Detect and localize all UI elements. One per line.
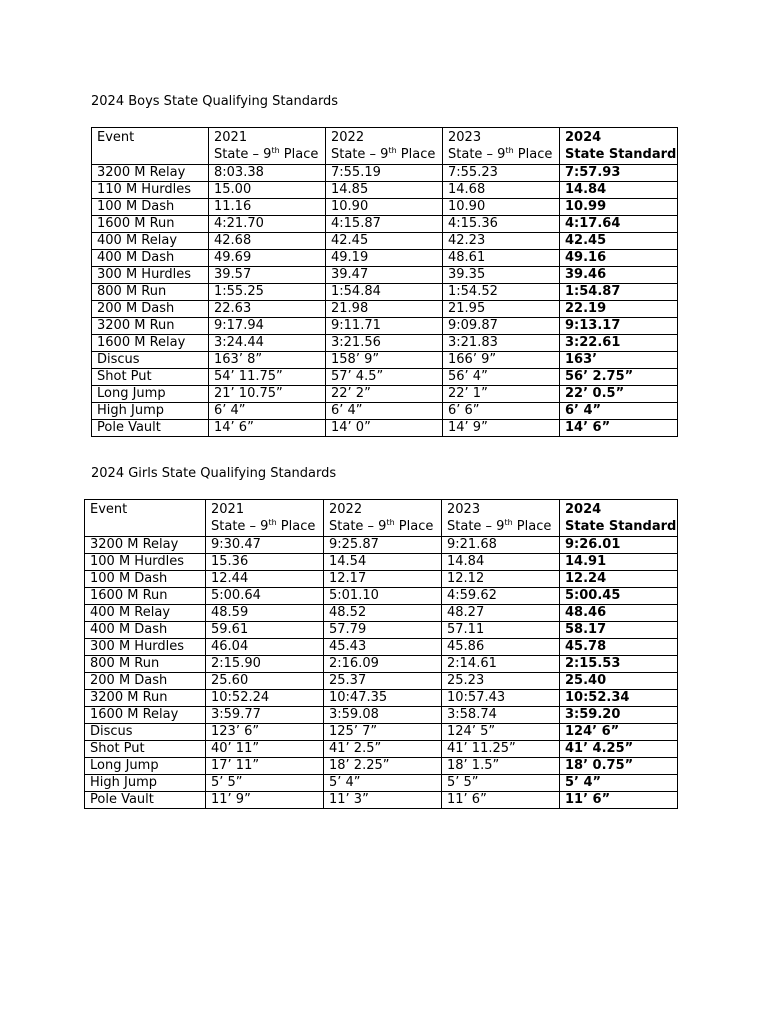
standard-2024-cell: 11’ 6” xyxy=(560,792,678,809)
event-cell: 400 M Relay xyxy=(85,605,206,622)
value-2021-cell: 4:21.70 xyxy=(209,216,326,233)
standard-2024-cell: 163’ xyxy=(560,352,678,369)
header-2022 xyxy=(326,128,443,165)
value-2021-cell: 39.57 xyxy=(209,267,326,284)
value-2022-cell: 10:47.35 xyxy=(324,690,442,707)
event-cell: 1600 M Relay xyxy=(92,335,209,352)
standard-2024-cell: 49.16 xyxy=(560,250,678,267)
value-2021-cell: 17’ 11” xyxy=(206,758,324,775)
header-2024 xyxy=(560,128,678,165)
header-2023 xyxy=(442,500,560,537)
value-2023-cell: 10:57.43 xyxy=(442,690,560,707)
girls-table-body xyxy=(85,500,678,809)
event-cell: 400 M Dash xyxy=(92,250,209,267)
table-row xyxy=(85,588,678,605)
header-2022-place: State – 9th Place xyxy=(329,518,434,534)
value-2021-cell: 3:24.44 xyxy=(209,335,326,352)
value-2023-cell: 57.11 xyxy=(442,622,560,639)
value-2022-cell: 41’ 2.5” xyxy=(324,741,442,758)
value-2022-cell: 9:11.71 xyxy=(326,318,443,335)
standard-2024-cell: 41’ 4.25” xyxy=(560,741,678,758)
table-row xyxy=(85,622,678,639)
standard-2024-cell: 39.46 xyxy=(560,267,678,284)
event-cell: Long Jump xyxy=(85,758,206,775)
header-2022-year: 2022 xyxy=(331,130,365,145)
value-2022-cell: 14.54 xyxy=(324,554,442,571)
value-2022-cell: 14’ 0” xyxy=(326,420,443,437)
header-event: Event xyxy=(92,128,209,165)
header-2022 xyxy=(324,500,442,537)
event-cell: 100 M Dash xyxy=(85,571,206,588)
header-2024 xyxy=(560,500,678,537)
table-row xyxy=(92,352,678,369)
header-2022-year: 2022 xyxy=(329,502,363,517)
table-row xyxy=(85,775,678,792)
value-2022-cell: 3:21.56 xyxy=(326,335,443,352)
header-2024-year: 2024 xyxy=(565,502,602,517)
boys-table-body xyxy=(92,128,678,437)
event-cell: 300 M Hurdles xyxy=(92,267,209,284)
table-row xyxy=(85,605,678,622)
value-2021-cell: 9:30.47 xyxy=(206,537,324,554)
event-cell: 3200 M Run xyxy=(92,318,209,335)
header-2023-year: 2023 xyxy=(447,502,481,517)
value-2022-cell: 12.17 xyxy=(324,571,442,588)
value-2022-cell: 49.19 xyxy=(326,250,443,267)
value-2021-cell: 5’ 5” xyxy=(206,775,324,792)
value-2023-cell: 18’ 1.5” xyxy=(442,758,560,775)
table-row xyxy=(92,284,678,301)
value-2022-cell: 21.98 xyxy=(326,301,443,318)
value-2023-cell: 124’ 5” xyxy=(442,724,560,741)
value-2021-cell: 42.68 xyxy=(209,233,326,250)
value-2022-cell: 158’ 9” xyxy=(326,352,443,369)
value-2021-cell: 3:59.77 xyxy=(206,707,324,724)
header-2023-place: State – 9th Place xyxy=(448,146,553,162)
event-cell: 400 M Relay xyxy=(92,233,209,250)
standard-2024-cell: 14’ 6” xyxy=(560,420,678,437)
standard-2024-cell: 12.24 xyxy=(560,571,678,588)
value-2023-cell: 10.90 xyxy=(443,199,560,216)
event-cell: 1600 M Run xyxy=(85,588,206,605)
event-cell: 3200 M Relay xyxy=(85,537,206,554)
value-2021-cell: 59.61 xyxy=(206,622,324,639)
table-row xyxy=(85,707,678,724)
table-row xyxy=(92,386,678,403)
event-cell: 400 M Dash xyxy=(85,622,206,639)
value-2022-cell: 45.43 xyxy=(324,639,442,656)
header-2023-year: 2023 xyxy=(448,130,482,145)
value-2021-cell: 11’ 9” xyxy=(206,792,324,809)
value-2023-cell: 166’ 9” xyxy=(443,352,560,369)
event-cell: 300 M Hurdles xyxy=(85,639,206,656)
girls-standards-table xyxy=(84,499,678,809)
value-2022-cell: 4:15.87 xyxy=(326,216,443,233)
value-2021-cell: 5:00.64 xyxy=(206,588,324,605)
table-row xyxy=(92,233,678,250)
boys-header-row xyxy=(92,128,678,165)
standard-2024-cell: 22’ 0.5” xyxy=(560,386,678,403)
value-2022-cell: 2:16.09 xyxy=(324,656,442,673)
standard-2024-cell: 1:54.87 xyxy=(560,284,678,301)
table-row xyxy=(92,335,678,352)
standard-2024-cell: 14.91 xyxy=(560,554,678,571)
header-2024-standard: State Standard xyxy=(565,147,677,162)
header-2021-year: 2021 xyxy=(211,502,245,517)
value-2022-cell: 22’ 2” xyxy=(326,386,443,403)
value-2023-cell: 9:21.68 xyxy=(442,537,560,554)
value-2021-cell: 21’ 10.75” xyxy=(209,386,326,403)
value-2021-cell: 2:15.90 xyxy=(206,656,324,673)
event-cell: 1600 M Relay xyxy=(85,707,206,724)
standard-2024-cell: 22.19 xyxy=(560,301,678,318)
value-2023-cell: 41’ 11.25” xyxy=(442,741,560,758)
value-2023-cell: 5’ 5” xyxy=(442,775,560,792)
girls-section-title: 2024 Girls State Qualifying Standards xyxy=(91,466,337,481)
table-row xyxy=(85,758,678,775)
value-2022-cell: 57.79 xyxy=(324,622,442,639)
value-2023-cell: 48.61 xyxy=(443,250,560,267)
standard-2024-cell: 10.99 xyxy=(560,199,678,216)
value-2022-cell: 11’ 3” xyxy=(324,792,442,809)
table-row xyxy=(92,199,678,216)
value-2023-cell: 9:09.87 xyxy=(443,318,560,335)
value-2021-cell: 14’ 6” xyxy=(209,420,326,437)
table-row xyxy=(92,403,678,420)
value-2022-cell: 125’ 7” xyxy=(324,724,442,741)
standard-2024-cell: 6’ 4” xyxy=(560,403,678,420)
standard-2024-cell: 5:00.45 xyxy=(560,588,678,605)
table-row xyxy=(85,571,678,588)
event-cell: Pole Vault xyxy=(85,792,206,809)
event-cell: 3200 M Run xyxy=(85,690,206,707)
standard-2024-cell: 4:17.64 xyxy=(560,216,678,233)
value-2021-cell: 6’ 4” xyxy=(209,403,326,420)
table-row xyxy=(92,318,678,335)
value-2022-cell: 10.90 xyxy=(326,199,443,216)
value-2023-cell: 42.23 xyxy=(443,233,560,250)
table-row xyxy=(85,554,678,571)
table-row xyxy=(85,741,678,758)
table-row xyxy=(92,182,678,199)
standard-2024-cell: 9:26.01 xyxy=(560,537,678,554)
standard-2024-cell: 9:13.17 xyxy=(560,318,678,335)
value-2023-cell: 14’ 9” xyxy=(443,420,560,437)
value-2021-cell: 40’ 11” xyxy=(206,741,324,758)
event-cell: 200 M Dash xyxy=(92,301,209,318)
table-row xyxy=(92,216,678,233)
standard-2024-cell: 5’ 4” xyxy=(560,775,678,792)
event-cell: 200 M Dash xyxy=(85,673,206,690)
standard-2024-cell: 10:52.34 xyxy=(560,690,678,707)
header-2023-place: State – 9th Place xyxy=(447,518,552,534)
value-2021-cell: 46.04 xyxy=(206,639,324,656)
standard-2024-cell: 56’ 2.75” xyxy=(560,369,678,386)
table-row xyxy=(85,673,678,690)
table-row xyxy=(92,165,678,182)
table-row xyxy=(92,250,678,267)
value-2021-cell: 48.59 xyxy=(206,605,324,622)
event-cell: Discus xyxy=(92,352,209,369)
standard-2024-cell: 3:59.20 xyxy=(560,707,678,724)
value-2021-cell: 10:52.24 xyxy=(206,690,324,707)
value-2021-cell: 15.00 xyxy=(209,182,326,199)
value-2022-cell: 48.52 xyxy=(324,605,442,622)
boys-standards-table xyxy=(91,127,678,437)
event-cell: 110 M Hurdles xyxy=(92,182,209,199)
value-2023-cell: 12.12 xyxy=(442,571,560,588)
standard-2024-cell: 18’ 0.75” xyxy=(560,758,678,775)
value-2023-cell: 56’ 4” xyxy=(443,369,560,386)
value-2021-cell: 9:17.94 xyxy=(209,318,326,335)
header-2021-place: State – 9th Place xyxy=(211,518,316,534)
value-2023-cell: 11’ 6” xyxy=(442,792,560,809)
value-2021-cell: 8:03.38 xyxy=(209,165,326,182)
value-2023-cell: 14.84 xyxy=(442,554,560,571)
event-cell: 1600 M Run xyxy=(92,216,209,233)
header-2022-place: State – 9th Place xyxy=(331,146,436,162)
standard-2024-cell: 3:22.61 xyxy=(560,335,678,352)
header-2021 xyxy=(206,500,324,537)
table-row xyxy=(92,369,678,386)
value-2021-cell: 1:55.25 xyxy=(209,284,326,301)
standard-2024-cell: 58.17 xyxy=(560,622,678,639)
standard-2024-cell: 7:57.93 xyxy=(560,165,678,182)
table-row xyxy=(92,267,678,284)
event-cell: 3200 M Relay xyxy=(92,165,209,182)
value-2023-cell: 3:58.74 xyxy=(442,707,560,724)
event-cell: Pole Vault xyxy=(92,420,209,437)
standard-2024-cell: 14.84 xyxy=(560,182,678,199)
header-2024-standard: State Standard xyxy=(565,519,677,534)
value-2023-cell: 39.35 xyxy=(443,267,560,284)
standard-2024-cell: 48.46 xyxy=(560,605,678,622)
value-2022-cell: 25.37 xyxy=(324,673,442,690)
event-cell: Discus xyxy=(85,724,206,741)
event-cell: Shot Put xyxy=(85,741,206,758)
value-2022-cell: 57’ 4.5” xyxy=(326,369,443,386)
value-2022-cell: 3:59.08 xyxy=(324,707,442,724)
value-2021-cell: 54’ 11.75” xyxy=(209,369,326,386)
standard-2024-cell: 45.78 xyxy=(560,639,678,656)
header-2021 xyxy=(209,128,326,165)
header-event: Event xyxy=(85,500,206,537)
value-2021-cell: 22.63 xyxy=(209,301,326,318)
table-row xyxy=(85,690,678,707)
value-2021-cell: 11.16 xyxy=(209,199,326,216)
table-row xyxy=(85,724,678,741)
standard-2024-cell: 124’ 6” xyxy=(560,724,678,741)
value-2023-cell: 22’ 1” xyxy=(443,386,560,403)
girls-header-row xyxy=(85,500,678,537)
event-cell: 800 M Run xyxy=(92,284,209,301)
value-2021-cell: 163’ 8” xyxy=(209,352,326,369)
value-2023-cell: 45.86 xyxy=(442,639,560,656)
value-2023-cell: 2:14.61 xyxy=(442,656,560,673)
header-2024-year: 2024 xyxy=(565,130,602,145)
value-2022-cell: 39.47 xyxy=(326,267,443,284)
value-2023-cell: 14.68 xyxy=(443,182,560,199)
value-2022-cell: 7:55.19 xyxy=(326,165,443,182)
header-2021-year: 2021 xyxy=(214,130,248,145)
value-2023-cell: 3:21.83 xyxy=(443,335,560,352)
table-row xyxy=(85,656,678,673)
event-cell: 100 M Dash xyxy=(92,199,209,216)
value-2022-cell: 5:01.10 xyxy=(324,588,442,605)
value-2023-cell: 4:15.36 xyxy=(443,216,560,233)
standard-2024-cell: 25.40 xyxy=(560,673,678,690)
header-2021-place: State – 9th Place xyxy=(214,146,319,162)
value-2021-cell: 49.69 xyxy=(209,250,326,267)
value-2022-cell: 9:25.87 xyxy=(324,537,442,554)
value-2022-cell: 18’ 2.25” xyxy=(324,758,442,775)
event-cell: Shot Put xyxy=(92,369,209,386)
value-2022-cell: 1:54.84 xyxy=(326,284,443,301)
value-2022-cell: 5’ 4” xyxy=(324,775,442,792)
value-2021-cell: 25.60 xyxy=(206,673,324,690)
event-cell: High Jump xyxy=(92,403,209,420)
value-2022-cell: 42.45 xyxy=(326,233,443,250)
value-2023-cell: 7:55.23 xyxy=(443,165,560,182)
event-cell: 100 M Hurdles xyxy=(85,554,206,571)
value-2022-cell: 6’ 4” xyxy=(326,403,443,420)
table-row xyxy=(92,301,678,318)
value-2023-cell: 25.23 xyxy=(442,673,560,690)
header-2023 xyxy=(443,128,560,165)
event-cell: High Jump xyxy=(85,775,206,792)
value-2022-cell: 14.85 xyxy=(326,182,443,199)
table-row xyxy=(85,537,678,554)
value-2021-cell: 123’ 6” xyxy=(206,724,324,741)
event-cell: 800 M Run xyxy=(85,656,206,673)
standard-2024-cell: 42.45 xyxy=(560,233,678,250)
event-cell: Long Jump xyxy=(92,386,209,403)
table-row xyxy=(92,420,678,437)
value-2021-cell: 12.44 xyxy=(206,571,324,588)
table-row xyxy=(85,639,678,656)
value-2023-cell: 1:54.52 xyxy=(443,284,560,301)
value-2023-cell: 21.95 xyxy=(443,301,560,318)
boys-section-title: 2024 Boys State Qualifying Standards xyxy=(91,94,339,109)
value-2023-cell: 6’ 6” xyxy=(443,403,560,420)
value-2023-cell: 48.27 xyxy=(442,605,560,622)
standard-2024-cell: 2:15.53 xyxy=(560,656,678,673)
table-row xyxy=(85,792,678,809)
value-2021-cell: 15.36 xyxy=(206,554,324,571)
value-2023-cell: 4:59.62 xyxy=(442,588,560,605)
